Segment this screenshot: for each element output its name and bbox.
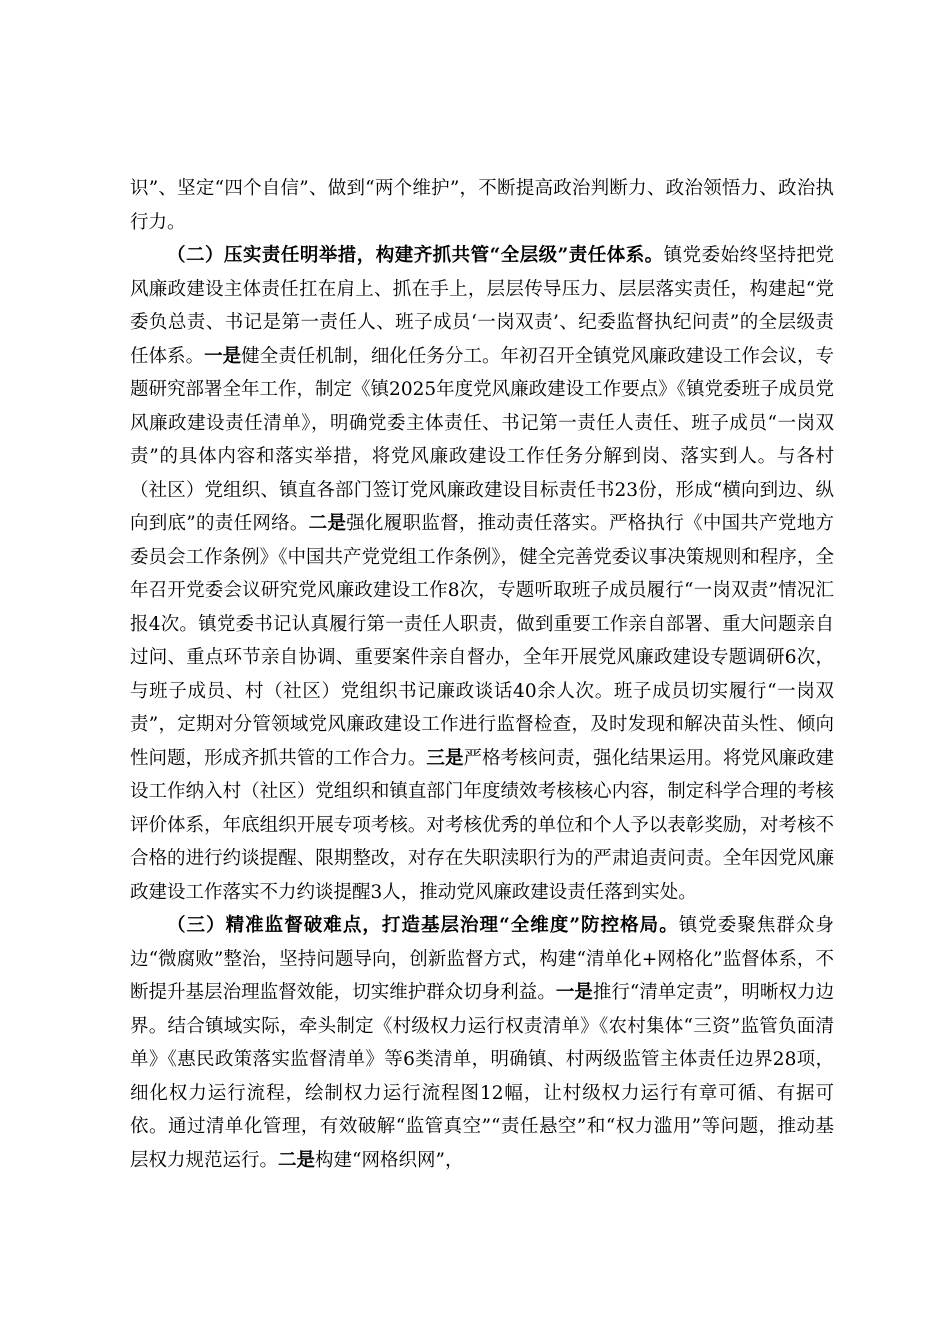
section-three-heading: （三）精准监督破难点，打造基层治理“全维度”防控格局。	[167, 915, 679, 936]
item-text: 严格考核问责，强化结果运用。将党风廉政建设工作纳入村（社区）党组织和镇直部门年度绩效考核核心内容，制定科学合理的考核评价体系，年底组织开展专项考核。对考核优秀的单位和个人予以表彰奖励，对考核不合格的进行约谈提醒、限期整改，对存在失职渎职行为的严肃追责问责。全年因党风廉政建设工作落实不力约谈提醒3人，推动党风廉政建设责任落到实处。	[130, 747, 834, 903]
section-two-intro: 镇党委始终坚持把党风廉政建设主体责任扛在肩上、抓在手上，层层传导压力、层层落实责任，构建起“党委负总责、书记是第一责任人、班子成员‘一岗双责’、纪委监督执纪问责”的全层级责任体系。	[130, 245, 834, 367]
document-page	[130, 172, 834, 1177]
section-three-intro: 镇党委聚焦群众身边“微腐败”整治，坚持问题导向，创新监督方式，构建“清单化+网格化”监督体系，不断提升基层治理监督效能，切实维护群众切身利益。	[130, 915, 834, 1003]
item-text: 推行“清单定责”，明晰权力边界。结合镇域实际，牵头制定《村级权力运行权责清单》《农村集体“三资”监管负面清单》《惠民政策落实监督清单》等6类清单，明确镇、村两级监管主体责任边界28项，细化权力运行流程，绘制权力运行流程图12幅，让村级权力运行有章可循、有据可依。通过清单化管理，有效破解“监管真空”“责任悬空”和“权力滥用”等问题，推动基层权力规范运行。	[130, 982, 834, 1171]
item-label: 二是	[278, 1149, 316, 1171]
item-text: 健全责任机制，细化任务分工。年初召开全镇党风廉政建设工作会议，专题研究部署全年工作，制定《镇2025年度党风廉政建设工作要点》《镇党委班子成员党风廉政建设责任清单》，明确党委主体责任、书记第一责任人责任、班子成员“一岗双责”的具体内容和落实举措，将党风廉政建设工作任务分解到岗、落实到人。与各村（社区）党组织、镇直各部门签订党风廉政建设目标责任书23份，形成“横向到边、纵向到底”的责任网络。	[130, 345, 834, 534]
item-text: 强化履职监督，推动责任落实。严格执行《中国共产党地方委员会工作条例》《中国共产党党组工作条例》，健全完善党委议事决策规则和程序，全年召开党委会议研究党风廉政建设工作8次，专题听取班子成员履行“一岗双责”情况汇报4次。镇党委书记认真履行第一责任人职责，做到重要工作亲自部署、重大问题亲自过问、重点环节亲自协调、重要案件亲自督办，全年开展党风廉政建设专题调研6次，与班子成员、村（社区）党组织书记廉政谈话40余人次。班子成员切实履行“一岗双责”，定期对分管领域党风廉政建设工作进行监督检查，及时发现和解决苗头性、倾向性问题，形成齐抓共管的工作合力。	[130, 513, 834, 769]
item-text: 构建“网格织网”，	[315, 1149, 464, 1171]
item-label: 一是	[204, 345, 242, 367]
section-two-heading: （二）压实责任明举措，构建齐抓共管“全层级”责任体系。	[167, 245, 664, 266]
section-two-paragraph	[130, 239, 834, 909]
section-three-paragraph	[130, 909, 834, 1177]
item-label: 三是	[426, 747, 464, 769]
item-label: 二是	[308, 513, 347, 534]
item-label: 一是	[555, 982, 593, 1003]
paragraph-continuation	[130, 172, 834, 239]
paragraph-text: 识”、坚定“四个自信”、做到“两个维护”，不断提高政治判断力、政治领悟力、政治执行力。	[130, 178, 834, 233]
